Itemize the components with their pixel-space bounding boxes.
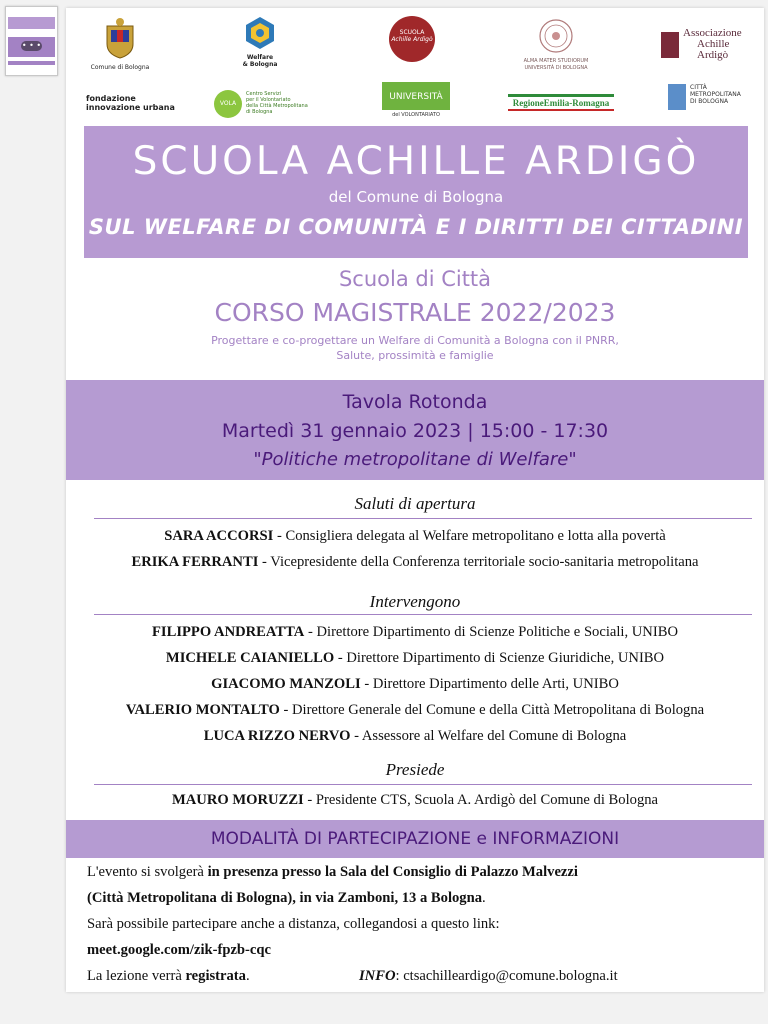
volabo-line-1: Centro Servizi bbox=[246, 91, 281, 97]
event-type: Tavola Rotonda bbox=[342, 391, 488, 413]
speaker-name: GIACOMO MANZOLI bbox=[211, 676, 361, 692]
info-line-3: Sarà possibile partecipare anche a distanza, collegandosi a questo link: bbox=[87, 916, 500, 932]
fiu-line-2: innovazione urbana bbox=[86, 103, 175, 112]
regione-er-logo: RegioneEmilia-Romagna bbox=[508, 94, 614, 111]
citta-metropolitana-logo bbox=[668, 82, 748, 116]
info-line-5 bbox=[87, 968, 250, 985]
associazione-line-2: Achille bbox=[697, 38, 730, 50]
fiu-logo bbox=[86, 94, 175, 112]
speaker-name: ERIKA FERRANTI bbox=[131, 554, 259, 570]
speaker-line bbox=[66, 792, 764, 809]
speaker-role: - Assessore al Welfare del Comune di Bologna bbox=[350, 728, 627, 744]
course-school: Scuola di Città bbox=[338, 267, 492, 291]
school-subtitle: del Comune di Bologna bbox=[328, 188, 504, 206]
scuola-logo-line-2: Achille Ardigò bbox=[391, 36, 433, 43]
speaker-line bbox=[66, 650, 764, 667]
school-title: SCUOLA ACHILLE ARDIGÒ bbox=[132, 139, 700, 184]
intervengono-heading: Intervengono bbox=[369, 592, 461, 611]
event-band bbox=[66, 380, 764, 480]
speaker-role: - Consigliera delegata al Welfare metropolitano e lotta alla povertà bbox=[273, 528, 666, 544]
event-title: "Politiche metropolitane di Welfare" bbox=[253, 449, 577, 470]
info-email[interactable]: : ctsachilleardigo@comune.bologna.it bbox=[395, 968, 618, 984]
speaker-role: - Direttore Dipartimento di Scienze Giuridiche, UNIBO bbox=[334, 650, 665, 666]
intervengono-rule bbox=[94, 614, 752, 615]
course-desc-2: Salute, prossimità e famiglie bbox=[336, 349, 494, 362]
welfare-hex-icon bbox=[243, 16, 277, 50]
speaker-line bbox=[66, 702, 764, 719]
info-text: . bbox=[482, 890, 486, 906]
volabo-logo bbox=[214, 88, 310, 120]
speaker-role: - Vicepresidente della Conferenza territoriale socio-sanitaria metropolitana bbox=[258, 554, 699, 570]
info-text: . bbox=[245, 968, 250, 984]
document-page bbox=[66, 8, 764, 992]
associazione-mark-icon bbox=[661, 32, 679, 58]
citta-line-1: CITTÀ bbox=[690, 84, 707, 91]
unibo-caption-2: UNIVERSITÀ DI BOLOGNA bbox=[524, 65, 588, 71]
speaker-name: MICHELE CAIANIELLO bbox=[165, 650, 335, 666]
title-band bbox=[84, 126, 748, 258]
speaker-line bbox=[66, 554, 764, 571]
speaker-role: - Direttore Generale del Comune e della Città Metropolitana di Bologna bbox=[279, 702, 705, 718]
comune-crest-icon bbox=[103, 16, 137, 60]
volabo-badge: VOLA bbox=[214, 90, 242, 118]
presiede-rule bbox=[94, 784, 752, 785]
associazione-line-1: Associazione bbox=[683, 27, 742, 39]
course-title: CORSO MAGISTRALE 2022/2023 bbox=[214, 298, 616, 327]
thumbnail-header-band bbox=[8, 17, 55, 29]
speaker-name: SARA ACCORSI bbox=[164, 528, 274, 544]
comune-caption: Comune di Bologna bbox=[90, 64, 150, 71]
info-text: L'evento si svolgerà bbox=[87, 864, 208, 880]
info-contact bbox=[359, 968, 618, 985]
school-tagline: SUL WELFARE DI COMUNITÀ E I DIRITTI DEI CITTADINI bbox=[88, 215, 744, 239]
saluti-rule bbox=[94, 518, 752, 519]
univol-line-2: del VOLONTARIATO bbox=[392, 112, 440, 118]
unibo-caption-1: ALMA MATER STUDIORUM bbox=[523, 58, 589, 64]
speaker-name: VALERIO MONTALTO bbox=[125, 702, 280, 718]
saluti-heading: Saluti di apertura bbox=[354, 494, 476, 513]
associazione-line-3: Ardigò bbox=[697, 49, 729, 61]
speaker-role: - Direttore Dipartimento di Scienze Politiche e Sociali, UNIBO bbox=[304, 624, 678, 640]
scuola-ardigo-logo bbox=[389, 16, 435, 62]
modalita-band: MODALITÀ DI PARTECIPAZIONE e INFORMAZIONI bbox=[66, 820, 764, 858]
speaker-role: - Direttore Dipartimento delle Arti, UNIBO bbox=[360, 676, 619, 692]
volabo-line-3: della Città Metropolitana bbox=[246, 103, 308, 109]
meet-link[interactable]: meet.google.com/zik-fpzb-cqc bbox=[87, 942, 271, 958]
universita-volontariato-logo bbox=[382, 82, 450, 120]
info-bold-text: registrata bbox=[185, 968, 246, 984]
univol-line-1: UNIVERSITÀ bbox=[382, 82, 450, 110]
info-line-1 bbox=[87, 864, 578, 881]
speaker-name: FILIPPO ANDREATTA bbox=[152, 624, 305, 640]
page-thumbnail[interactable] bbox=[5, 6, 58, 76]
welfare-bologna-logo bbox=[228, 16, 292, 68]
info-text: La lezione verrà bbox=[87, 968, 186, 984]
info-line-2 bbox=[87, 890, 486, 907]
scuola-logo-line-1: SCUOLA bbox=[399, 29, 425, 36]
associazione-ardigo-logo bbox=[661, 28, 745, 64]
volabo-line-2: per il Volontariato bbox=[246, 97, 291, 103]
speaker-name: MAURO MORUZZI bbox=[171, 792, 304, 808]
speaker-line bbox=[66, 528, 764, 545]
info-label: INFO bbox=[359, 968, 396, 984]
speaker-name: LUCA RIZZO NERVO bbox=[203, 728, 351, 744]
citta-mark-icon bbox=[668, 84, 686, 110]
course-desc-1: Progettare e co-progettare un Welfare di Comunità a Bologna con il PNRR, bbox=[211, 334, 619, 347]
citta-line-2: METROPOLITANA bbox=[690, 91, 741, 98]
unibo-seal-icon bbox=[538, 18, 574, 54]
event-date: Martedì 31 gennaio 2023 | 15:00 - 17:30 bbox=[221, 420, 609, 442]
welfare-caption-1: Welfare bbox=[246, 54, 274, 61]
welfare-caption-2: & Bologna bbox=[242, 61, 278, 68]
speaker-line bbox=[66, 728, 764, 745]
info-bold-text: (Città Metropolitana di Bologna), in via Zamboni, 13 a Bologna bbox=[87, 890, 483, 906]
info-bold-text: in presenza presso la Sala del Consiglio di Palazzo Malvezzi bbox=[207, 864, 578, 880]
unibo-logo bbox=[511, 18, 601, 72]
presiede-heading: Presiede bbox=[385, 760, 445, 779]
thumbnail-info-band bbox=[8, 61, 55, 65]
fiu-line-1: fondazione bbox=[86, 94, 136, 103]
speaker-line bbox=[66, 676, 764, 693]
speaker-role: - Presidente CTS, Scuola A. Ardigò del Comune di Bologna bbox=[303, 792, 659, 808]
comune-bologna-logo bbox=[80, 16, 160, 71]
more-options-icon[interactable]: • • • bbox=[21, 41, 42, 50]
citta-line-3: DI BOLOGNA bbox=[690, 98, 729, 105]
speaker-line bbox=[66, 624, 764, 641]
volabo-line-4: di Bologna bbox=[246, 109, 273, 115]
